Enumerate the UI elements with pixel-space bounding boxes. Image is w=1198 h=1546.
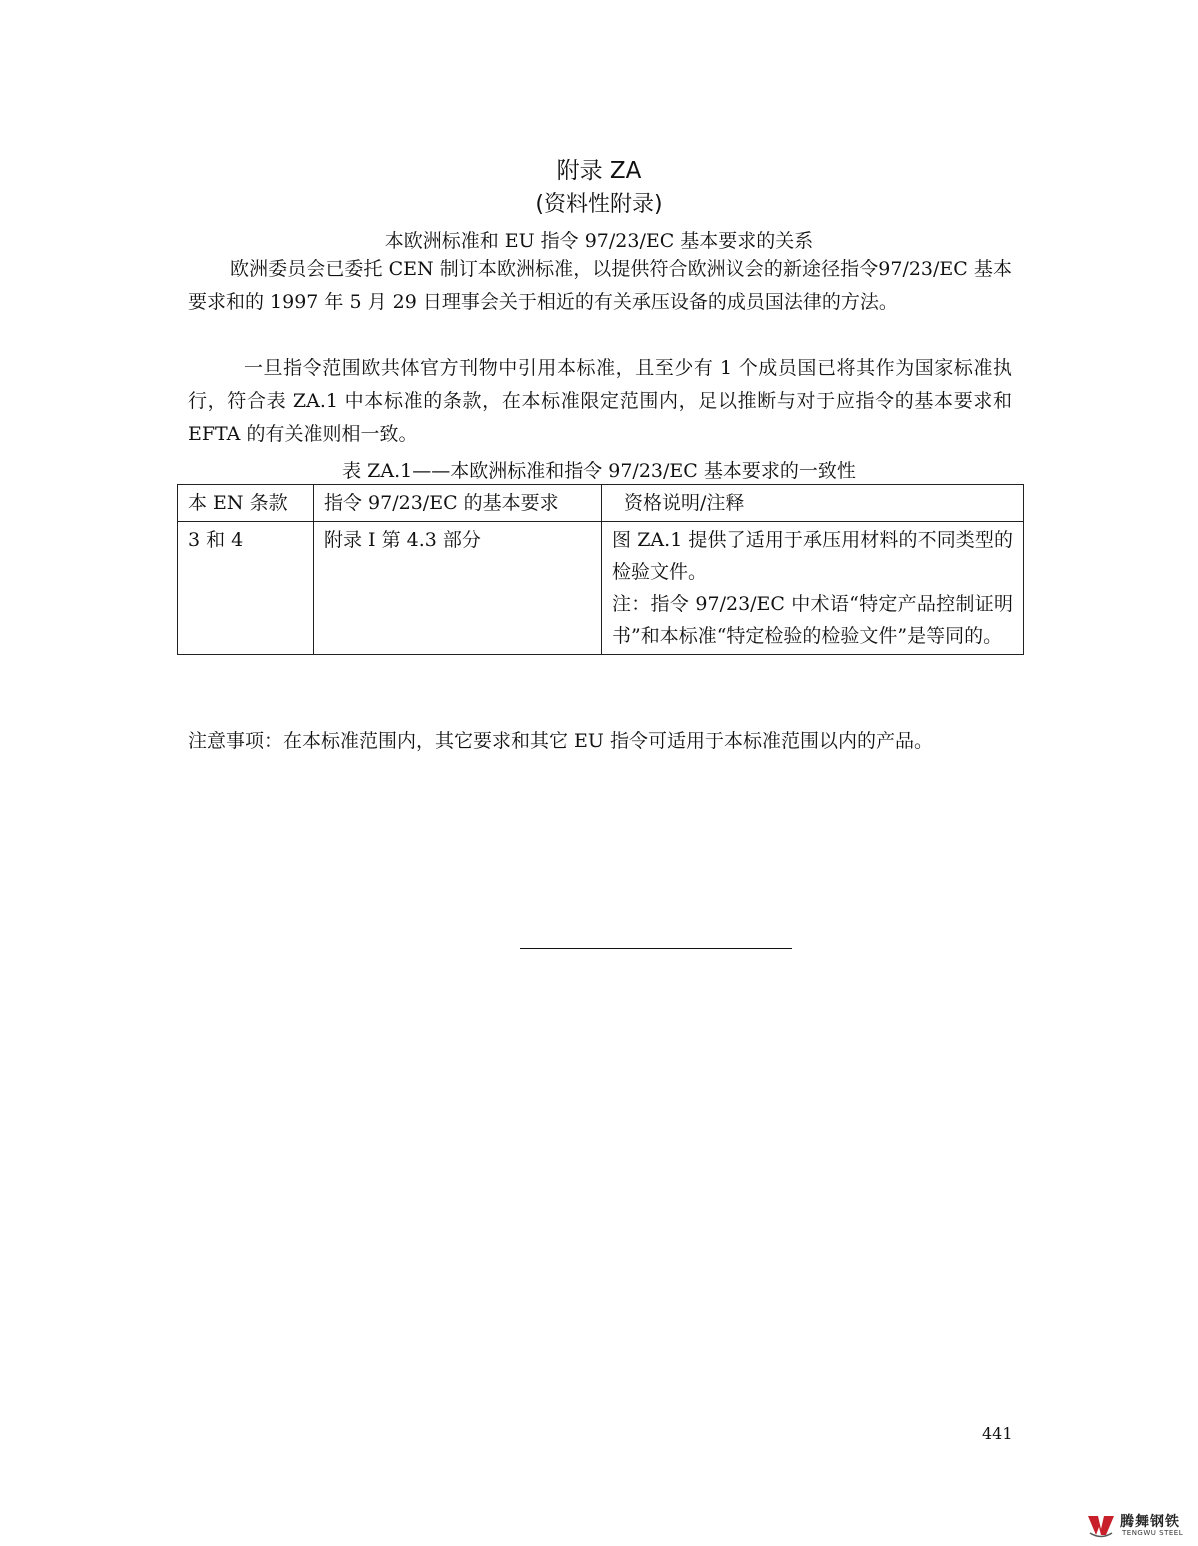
- notice-text: 注意事项：在本标准范围内，其它要求和其它 EU 指令可适用于本标准范围以内的产品。: [188, 730, 933, 752]
- header-requirement: 指令 97/23/EC 的基本要求: [314, 485, 602, 522]
- page-number: 441: [982, 1424, 1013, 1443]
- comment-text-1: 图 ZA.1 提供了适用于承压用材料的不同类型的检验文件。: [612, 529, 1013, 583]
- paragraph-1: 欧洲委员会已委托 CEN 制订本欧洲标准，以提供符合欧洲议会的新途径指令97/23/EC 基本要求和的 1997 年 5 月 29 日理事会关于相近的有关承压设备的成员国法律的方法。: [188, 258, 1012, 313]
- table-row: [178, 522, 1024, 655]
- logo-name-cn: 腾舞钢铁: [1120, 1514, 1180, 1530]
- comment-text-2: 注：指令 97/23/EC 中术语“特定产品控制证明书”和本标准“特定检验的检验文件”是等同的。: [612, 593, 1013, 647]
- table-header-row: [178, 485, 1024, 522]
- cell-clause: 3 和 4: [178, 522, 314, 655]
- cell-requirement: 附录 I 第 4.3 部分: [314, 522, 602, 655]
- logo-name-en: TENGWU STEEL: [1122, 1529, 1184, 1537]
- tengwu-logo-icon: [1086, 1513, 1116, 1539]
- paragraph-2: 一旦指令范围欧共体官方刊物中引用本标准，且至少有 1 个成员国已将其作为国家标准执行，符合表 ZA.1 中本标准的条款，在本标准限定范围内，足以推断与对于应指令的基本要求和 EFTA 的有关准则相一致。: [188, 357, 1012, 445]
- annex-subtitle: (资料性附录): [535, 192, 663, 217]
- conformity-table: [177, 484, 1024, 655]
- header-comment-text: 资格说明/注释: [624, 492, 745, 514]
- table-caption: 表 ZA.1——本欧洲标准和指令 97/23/EC 基本要求的一致性: [342, 460, 856, 482]
- company-logo: [1086, 1511, 1190, 1541]
- header-comment: [602, 485, 1024, 522]
- section-heading: 本欧洲标准和 EU 指令 97/23/EC 基本要求的关系: [384, 230, 814, 252]
- separator-line: [520, 948, 792, 949]
- cell-comment: [602, 522, 1024, 655]
- header-clause: 本 EN 条款: [178, 485, 314, 522]
- annex-title: 附录 ZA: [556, 158, 642, 184]
